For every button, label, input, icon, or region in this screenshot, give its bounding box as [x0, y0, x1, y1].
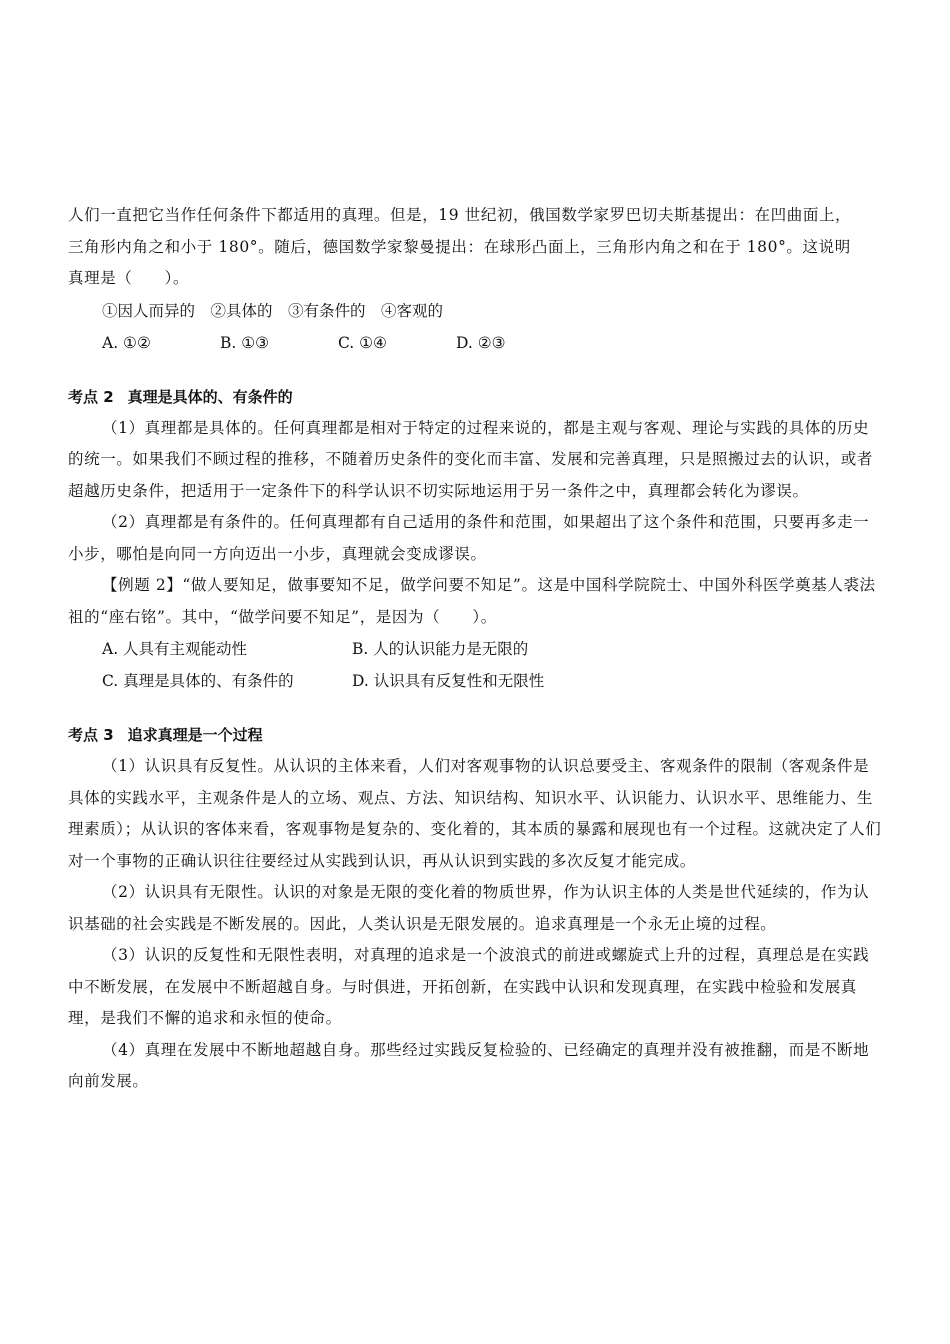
section-3-label: 考点 3: [68, 726, 114, 744]
option-d: D. ②③: [456, 333, 506, 352]
section-3-title: 追求真理是一个过程: [127, 726, 263, 744]
example-2-option-a: A. 人具有主观能动性: [102, 640, 248, 658]
section-3-paragraph-4: （4）真理在发展中不断地超越自身。那些经过实践反复检验的、已经确定的真理并没有被推翻，而是不断地向前发展。: [68, 1040, 870, 1090]
section-2-paragraph-2: （2）真理都是有条件的。任何真理都有自己适用的条件和范围，如果超出了这个条件和范围，只要再多走一小步，哪怕是向同一方向迈出一小步，真理就会变成谬误。: [68, 513, 870, 563]
section-2-paragraph-1: （1）真理都是具体的。任何真理都是相对于特定的过程来说的，都是主观与客观、理论与实践的具体的历史的统一。如果我们不顾过程的推移，不随着历史条件的变化而丰富、发展和完善真理，只是照搬过去的认识，或者超越历史条件，把适用于一定条件下的科学认识不切实际地运用于另一条件之中，真理都会转化为谬误。: [68, 418, 874, 500]
section-3-paragraph-1: （1）认识具有反复性。从认识的主体来看，人们对客观事物的认识总要受主、客观条件的限制（客观条件是具体的实践水平，主观条件是人的立场、观点、方法、知识结构、知识水平、认识能力、认识水平、思维能力、生理素质）；从认识的客体来看，客观事物是复杂的、变化着的，其本质的暴露和展现也有一个过程。这就决定了人们对一个事物的正确认识往往要经过从实践到认识，再从认识到实践的多次反复才能完成。: [68, 757, 882, 870]
question-1-line-3: 真理是（ ）。: [68, 269, 190, 287]
example-2-option-d: D. 认识具有反复性和无限性: [352, 672, 545, 690]
example-2-options-row-1: [68, 633, 884, 665]
section-3-paragraph-3: （3）认识的反复性和无限性表明，对真理的追求是一个波浪式的前进或螺旋式上升的过程，真理总是在实践中不断发展，在发展中不断超越自身。与时俱进，开拓创新，在实践中认识和发现真理，在实践中检验和发展真理，是我们不懈的追求和永恒的使命。: [68, 946, 870, 1027]
example-2-question: 【例题 2】“做人要知足，做事要知不足，做学问要不知足”。这是中国科学院院士、中国外科医学奠基人裘法祖的“座右铭”。其中，“做学问要不知足”，是因为（ ）。: [68, 576, 876, 626]
question-1-line-1: 人们一直把它当作任何条件下都适用的真理。但是，19 世纪初，俄国数学家罗巴切夫斯基提出：在凹曲面上，: [68, 206, 852, 224]
section-2-title: 真理是具体的、有条件的: [127, 387, 293, 406]
option-b: B. ①③: [220, 333, 270, 352]
example-2-option-b: B. 人的认识能力是无限的: [352, 640, 529, 658]
option-a: A. ①②: [102, 333, 151, 352]
section-2-label: 考点 2: [68, 387, 114, 406]
question-1-options: [68, 327, 884, 359]
section-2-heading: [68, 382, 884, 413]
option-c: C. ①④: [338, 333, 387, 352]
question-1-choices: ①因人而异的 ②具体的 ③有条件的 ④客观的: [102, 301, 444, 320]
document-page: [68, 200, 884, 1098]
section-3-heading: [68, 720, 884, 751]
example-2-options-row-2: [68, 665, 884, 697]
question-1-line-2: 三角形内角之和小于 180°。随后，德国数学家黎曼提出：在球形凸面上，三角形内角之和在于 180°。这说明: [68, 237, 851, 256]
example-2-option-c: C. 真理是具体的、有条件的: [102, 672, 294, 690]
section-3-paragraph-2: （2）认识具有无限性。认识的对象是无限的变化着的物质世界，作为认识主体的人类是世代延续的，作为认识基础的社会实践是不断发展的。因此，人类认识是无限发展的。追求真理是一个永无止境的过程。: [68, 883, 870, 933]
